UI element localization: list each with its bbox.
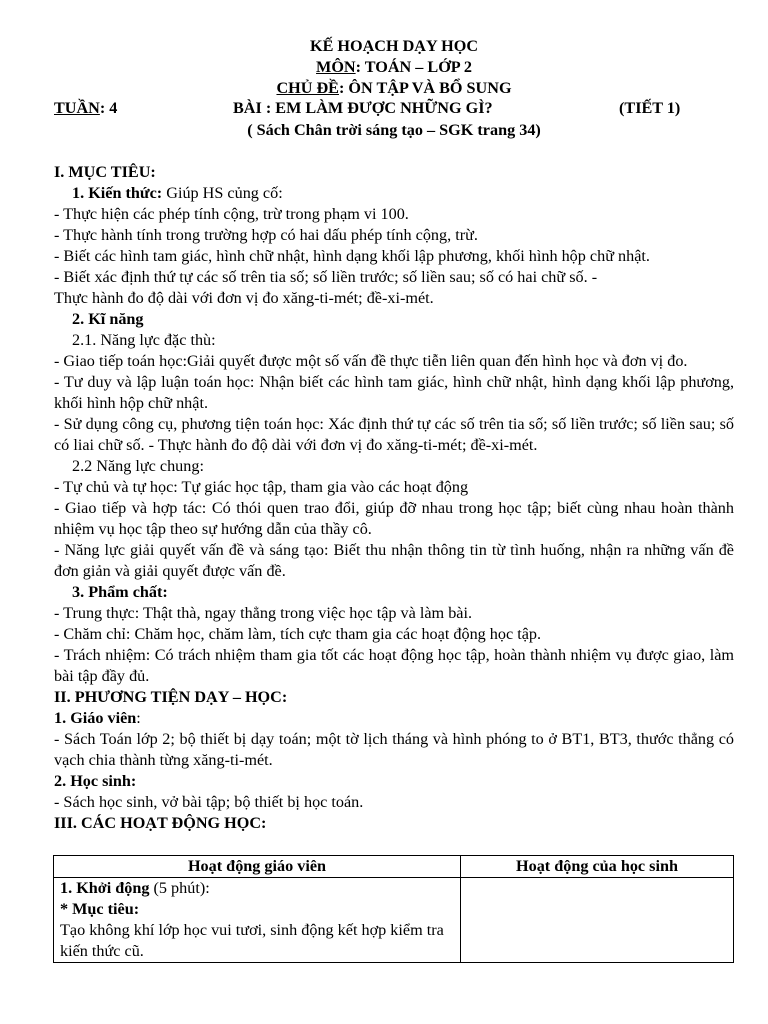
- subject-value: : TOÁN – LỚP 2: [355, 58, 472, 76]
- materials-heading: II. PHƯƠNG TIỆN DẠY – HỌC:: [54, 688, 288, 706]
- week-value: : 4: [99, 99, 118, 117]
- warmup-time: (5 phút):: [149, 879, 210, 897]
- knowledge-intro: Giúp HS củng cố:: [162, 184, 283, 202]
- week-label: TUẦN: [54, 99, 100, 117]
- lesson-title: BÀI : EM LÀM ĐƯỢC NHỮNG GÌ?: [233, 99, 493, 117]
- skills-label: 2. Kĩ năng: [72, 310, 144, 328]
- general-competence-label: 2.2 Năng lực chung:: [72, 457, 204, 475]
- student-materials-item: - Sách học sinh, vở bài tập; bộ thiết bị học toán.: [54, 793, 364, 811]
- knowledge-item: - Thực hiện các phép tính cộng, trừ trong phạm vi 100.: [54, 205, 409, 223]
- knowledge-label: 1. Kiến thức:: [72, 184, 163, 202]
- subject-label: MÔN: [316, 58, 356, 76]
- goal-text: Tạo không khí lớp học vui tươi, sinh động kết hợp kiểm tra kiến thức cũ.: [60, 921, 444, 960]
- specific-competence-label: 2.1. Năng lực đặc thù:: [72, 331, 216, 349]
- topic-label: CHỦ ĐỀ: [276, 79, 339, 97]
- week-info: [54, 99, 117, 118]
- teacher-colon: :: [136, 709, 141, 727]
- period-label: (TIẾT 1): [619, 99, 681, 117]
- general-item: - Năng lực giải quyết vấn đề và sáng tạo: Biết thu nhận thông tin từ tình huống, nhận ra những vấn đề đơn giản và giải quyết được vấn đề.: [54, 541, 734, 580]
- quality-item: - Chăm chỉ: Chăm học, chăm làm, tích cực tham gia các hoạt động học tập.: [54, 625, 542, 643]
- week-lesson-row: [54, 99, 734, 120]
- teacher-materials-item: - Sách Toán lớp 2; bộ thiết bị dạy toán; một tờ lịch tháng và hình phóng to ở BT1, BT3, thước thẳng có vạch chia thành từng xăng-ti-mét.: [54, 730, 734, 769]
- textbook-source: ( Sách Chân trời sáng tạo – SGK trang 34): [247, 121, 541, 139]
- quality-label: 3. Phẩm chất:: [72, 583, 168, 601]
- general-item: - Giao tiếp và hợp tác: Có thói quen trao đổi, giúp đỡ nhau trong học tập; biết cùng nhau hoàn thành nhiệm vụ học tập theo sự hướng dẫn của thầy cô.: [54, 499, 734, 538]
- activities-heading: III. CÁC HOẠT ĐỘNG HỌC:: [54, 814, 267, 832]
- knowledge-line: [54, 183, 734, 204]
- student-activity-header: Hoạt động của học sinh: [461, 856, 734, 878]
- knowledge-item: - Biết các hình tam giác, hình chữ nhật, hình dạng khối lập phương, khối hình hộp chữ nhật.: [54, 247, 650, 265]
- spacer: [54, 834, 734, 855]
- table-row: [54, 878, 734, 963]
- teacher-activity-header: Hoạt động giáo viên: [54, 856, 461, 878]
- activities-table: [53, 855, 734, 963]
- quality-item: - Trách nhiệm: Có trách nhiệm tham gia tốt các hoạt động học tập, hoàn thành nhiệm vụ được giao, làm bài tập đầy đủ.: [54, 646, 734, 685]
- warmup-line: [60, 878, 454, 899]
- specific-item: - Sử dụng công cụ, phương tiện toán học: Xác định thứ tự các số trên tia số; số liền trước; số liền sau; số có liai chữ số. - Thực hành đo độ dài với đơn vị đo xăng-ti-mét; đề-xi-mét.: [54, 415, 734, 454]
- knowledge-item: - Biết xác định thứ tự các số trên tia số; số liền trước; số liền sau; số có hai chữ số. -: [54, 268, 598, 286]
- specific-item: - Tư duy và lập luận toán học: Nhận biết các hình tam giác, hình chữ nhật, hình dạng khối lập phương, khối hình hộp chữ nhật.: [54, 373, 734, 412]
- subject-line: [54, 57, 734, 78]
- document-title: KẾ HOẠCH DẠY HỌC: [309, 37, 479, 55]
- general-item: - Tự chủ và tự học: Tự giác học tập, tham gia vào các hoạt động: [54, 478, 469, 496]
- specific-item: - Giao tiếp toán học:Giải quyết được một số vấn đề thực tiễn liên quan đến hình học và đơn vị đo.: [54, 352, 688, 370]
- quality-item: - Trung thực: Thật thà, ngay thẳng trong việc học tập và làm bài.: [54, 604, 473, 622]
- document-body: [54, 162, 734, 963]
- teacher-label: 1. Giáo viên: [54, 709, 137, 727]
- topic-line: [54, 78, 734, 99]
- goal-label: * Mục tiêu:: [60, 900, 140, 918]
- lesson-plan-page: [54, 36, 734, 963]
- table-header-row: [54, 856, 734, 878]
- teacher-activity-cell: [54, 878, 461, 963]
- teacher-materials-line: [54, 708, 734, 729]
- knowledge-item: Thực hành đo độ dài với đơn vị đo xăng-ti-mét; đề-xi-mét.: [54, 289, 434, 307]
- student-label: 2. Học sinh:: [54, 772, 137, 790]
- objectives-heading: I. MỤC TIÊU:: [54, 163, 156, 181]
- student-activity-cell: [461, 878, 734, 963]
- knowledge-item: - Thực hành tính trong trường hợp có hai dấu phép tính cộng, trừ.: [54, 226, 478, 244]
- warmup-label: 1. Khởi động: [60, 879, 150, 897]
- topic-value: : ÔN TẬP VÀ BỔ SUNG: [338, 79, 512, 97]
